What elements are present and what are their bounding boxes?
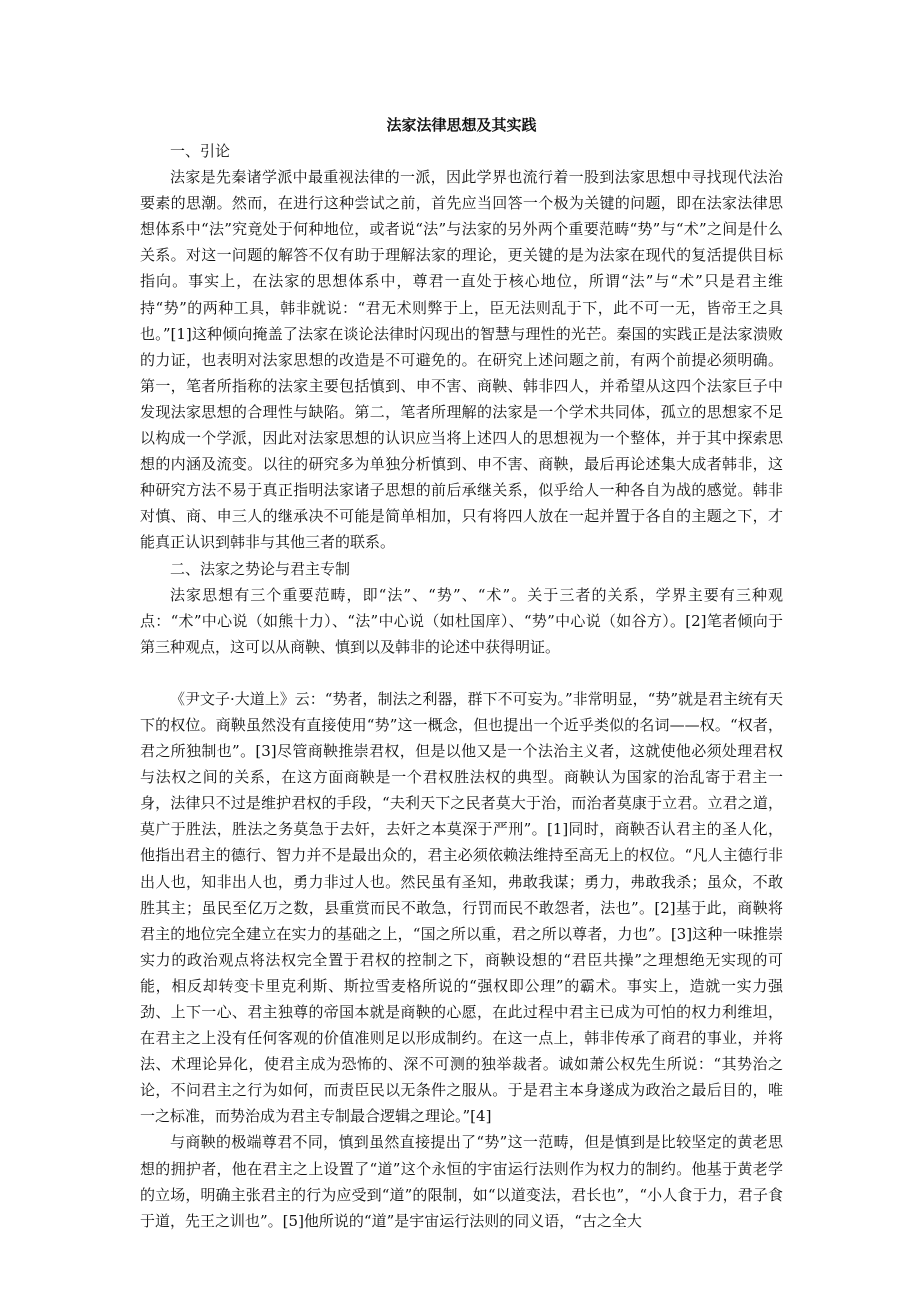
paragraph-intro: 法家是先秦诸学派中最重视法律的一派，因此学界也流行着一股到法家思想中寻找现代法治要素的思潮。然而，在进行这种尝试之前，首先应当回答一个极为关键的问题，即在法家法律思想体系中“法”究竟处于何种地位，或者说“法”与法家的另外两个重要范畴“势”与“术”之间是什么关系。对这一问题的解答不仅有助于理解法家的理论，更关键的是为法家在现代的复活提供目标指向。事实上，在法家的思想体系中，尊君一直处于核心地位，所谓“法”与“术”只是君主维持“势”的两种工具，韩非就说：“君无术则弊于上，臣无法则乱于下，此不可一无，皆帝王之具也。”[1]这种倾向掩盖了法家在谈论法律时闪现出的智慧与理性的光芒。秦国的实践正是法家溃败的力证，也表明对法家思想的改造是不可避免的。在研究上述问题之前，有两个前提必须明确。第一，笔者所指称的法家主要包括慎到、申不害、商鞅、韩非四人，并希望从这四个法家巨子中发现法家思想的合理性与缺陷。第二，笔者所理解的法家是一个学术共同体，孤立的思想家不足以构成一个学派，因此对法家思想的认识应当将上述四人的思想视为一个整体，并于其中探索思想的内涵及流变。以往的研究多为单独分析慎到、申不害、商鞅，最后再论述集大成者韩非，这种研究方法不易于真正指明法家诸子思想的前后承继关系，似乎给人一种各自为战的感觉。韩非对慎、商、申三人的继承决不可能是简单相加，只有将四人放在一起并置于各自的主题之下，才能真正认识到韩非与其他三者的联系。 [140,168,783,552]
paragraph-three-categories: 法家思想有三个重要范畴，即“法”、“势”、“术”。关于三者的关系，学界主要有三种观点：“术”中心说（如熊十力）、“法”中心说（如杜国庠）、“势”中心说（如谷方）。[2]笔者倾向于第三种观点，这可以从商鞅、慎到以及韩非的论述中获得明证。 [140,585,783,656]
blank-line [140,660,783,686]
paragraph-yinwenzi: 《尹文子·大道上》云：“势者，制法之利器，群下不可妄为。”非常明显，“势”就是君主统有天下的权位。商鞅虽然没有直接使用“势”这一概念，但也提出一个近乎类似的名词——权。“权者，君之所独制也”。[3]尽管商鞅推崇君权，但是以他又是一个法治主义者，这就使他必须处理君权与法权之间的关系，在这方面商鞅是一个君权胜法权的典型。商鞅认为国家的治乱寄于君主一身，法律只不过是维护君权的手段，“夫利天下之民者莫大于治，而治者莫康于立君。立君之道，莫广于胜法，胜法之务莫急于去奸，去奸之本莫深于严刑”。[1]同时，商鞅否认君主的圣人化，他指出君主的德行、智力并不是最出众的，君主必须依赖法维持至高无上的权位。“凡人主德行非出人也，知非出人也，勇力非过人也。然民虽有圣知，弗敢我谋；勇力，弗敢我杀；虽众，不敢胜其主；虽民至亿万之数，县重赏而民不敢急，行罚而民不敢怨者，法也”。[2]基于此，商鞅将君主的地位完全建立在实力的基础之上，“国之所以重，君之所以尊者，力也”。[3]这种一味推崇实力的政治观点将法权完全置于君权的控制之下，商鞅设想的“君臣共操”之理想绝无实现的可能，相反却转变卡里克利斯、斯拉雪麦格所说的“强权即公理”的霸术。事实上，造就一实力强劲、上下一心、君主独尊的帝国本就是商鞅的心愿，在此过程中君主已成为可怕的权力利维坦，在君主之上没有任何客观的价值准则足以形成制约。在这一点上，韩非传承了商君的事业，并将法、术理论异化，使君主成为恐怖的、深不可测的独举裁者。诚如萧公权先生所说：“其势治之论，不问君主之行为如何，而责臣民以无条件之服从。于是君主本身遂成为政治之最后目的，唯一之标准，而势治成为君主专制最合逻辑之理论。”[4] [140,689,783,1126]
section-heading-intro: 一、引论 [170,142,231,160]
section-heading-shi: 二、法家之势论与君主专制 [170,559,351,578]
document-page [140,112,783,1234]
paragraph-shendao: 与商鞅的极端尊君不同，慎到虽然直接提出了“势”这一范畴，但是慎到是比较坚定的黄老思想的拥护者，他在君主之上设置了“道”这个永恒的宇宙运行法则作为权力的制约。他基于黄老学的立场，明确主张君主的行为应受到“道”的限制，如“以道变法，君长也”，“小人食于力，君子食于道，先王之训也”。[5]他所说的“道”是宇宙运行法则的同义语，“古之全大 [140,1133,783,1230]
document-title: 法家法律思想及其实践 [386,116,537,134]
